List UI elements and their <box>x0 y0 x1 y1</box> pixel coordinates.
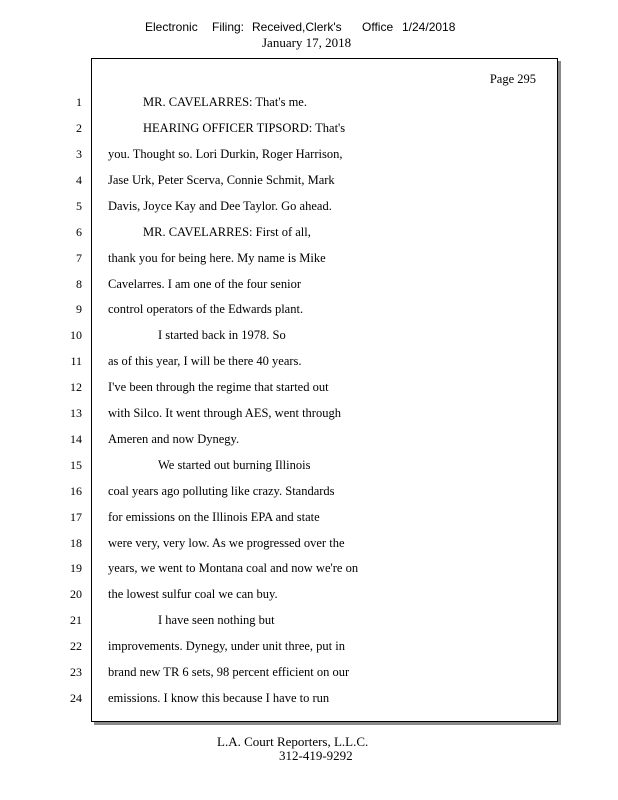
filing-stamp-filing: Filing: <box>212 20 245 34</box>
line-text: improvements. Dynegy, under unit three, put in <box>108 639 345 653</box>
filing-stamp-received: Received,Clerk's <box>252 20 342 34</box>
line-text: the lowest sulfur coal we can buy. <box>108 587 278 601</box>
line-number: 23 <box>70 665 82 679</box>
line-number: 7 <box>76 251 82 265</box>
line-number: 24 <box>70 691 82 705</box>
line-text: as of this year, I will be there 40 years. <box>108 354 302 368</box>
line-text: I have seen nothing but <box>158 613 275 627</box>
line-number: 10 <box>70 328 82 342</box>
line-number: 9 <box>76 302 82 316</box>
line-text: Davis, Joyce Kay and Dee Taylor. Go ahead. <box>108 199 332 213</box>
court-reporter-name: L.A. Court Reporters, L.L.C. <box>217 734 369 749</box>
line-text: I started back in 1978. So <box>158 328 286 342</box>
line-text: MR. CAVELARRES: That's me. <box>143 95 307 109</box>
line-text: I've been through the regime that started out <box>108 380 329 394</box>
line-text: years, we went to Montana coal and now we're on <box>108 561 359 575</box>
filing-stamp-electronic: Electronic <box>145 20 198 34</box>
line-number: 15 <box>70 458 82 472</box>
line-text: HEARING OFFICER TIPSORD: That's <box>143 121 346 135</box>
line-number: 21 <box>70 613 82 627</box>
page-number: Page 295 <box>489 72 536 86</box>
line-number: 16 <box>70 484 82 498</box>
line-number: 1 <box>76 95 82 109</box>
line-text: coal years ago polluting like crazy. Standards <box>108 484 335 498</box>
line-number: 2 <box>76 121 82 135</box>
line-number: 11 <box>70 354 82 368</box>
filing-stamp-date: 1/24/2018 <box>402 20 456 34</box>
line-text: We started out burning Illinois <box>158 458 311 472</box>
line-number: 12 <box>70 380 82 394</box>
line-text: Cavelarres. I am one of the four senior <box>108 277 301 291</box>
line-number: 3 <box>76 147 82 161</box>
filing-stamp-office: Office <box>362 20 394 34</box>
line-text: brand new TR 6 sets, 98 percent efficient on our <box>108 665 350 679</box>
line-number: 20 <box>70 587 82 601</box>
line-text: were very, very low. As we progressed over the <box>108 536 345 550</box>
line-number: 17 <box>70 510 82 524</box>
line-number: 13 <box>70 406 82 420</box>
line-text: you. Thought so. Lori Durkin, Roger Harrison, <box>108 147 343 161</box>
court-reporter-phone: 312-419-9292 <box>279 748 353 763</box>
line-text: control operators of the Edwards plant. <box>108 302 304 316</box>
line-text: MR. CAVELARRES: First of all, <box>143 225 311 239</box>
line-number: 19 <box>70 561 82 575</box>
transcript-date: January 17, 2018 <box>262 35 352 50</box>
line-text: emissions. I know this because I have to run <box>108 691 330 705</box>
line-number: 6 <box>76 225 82 239</box>
line-text: with Silco. It went through AES, went through <box>108 406 341 420</box>
line-text: for emissions on the Illinois EPA and state <box>108 510 320 524</box>
line-number: 5 <box>76 199 82 213</box>
line-number: 18 <box>70 536 82 550</box>
line-number: 22 <box>70 639 82 653</box>
line-number: 14 <box>70 432 82 446</box>
line-text: Jase Urk, Peter Scerva, Connie Schmit, Mark <box>108 173 335 187</box>
line-number: 4 <box>76 173 82 187</box>
line-number: 8 <box>76 277 82 291</box>
line-text: thank you for being here. My name is Mike <box>108 251 326 265</box>
line-text: Ameren and now Dynegy. <box>108 432 240 446</box>
